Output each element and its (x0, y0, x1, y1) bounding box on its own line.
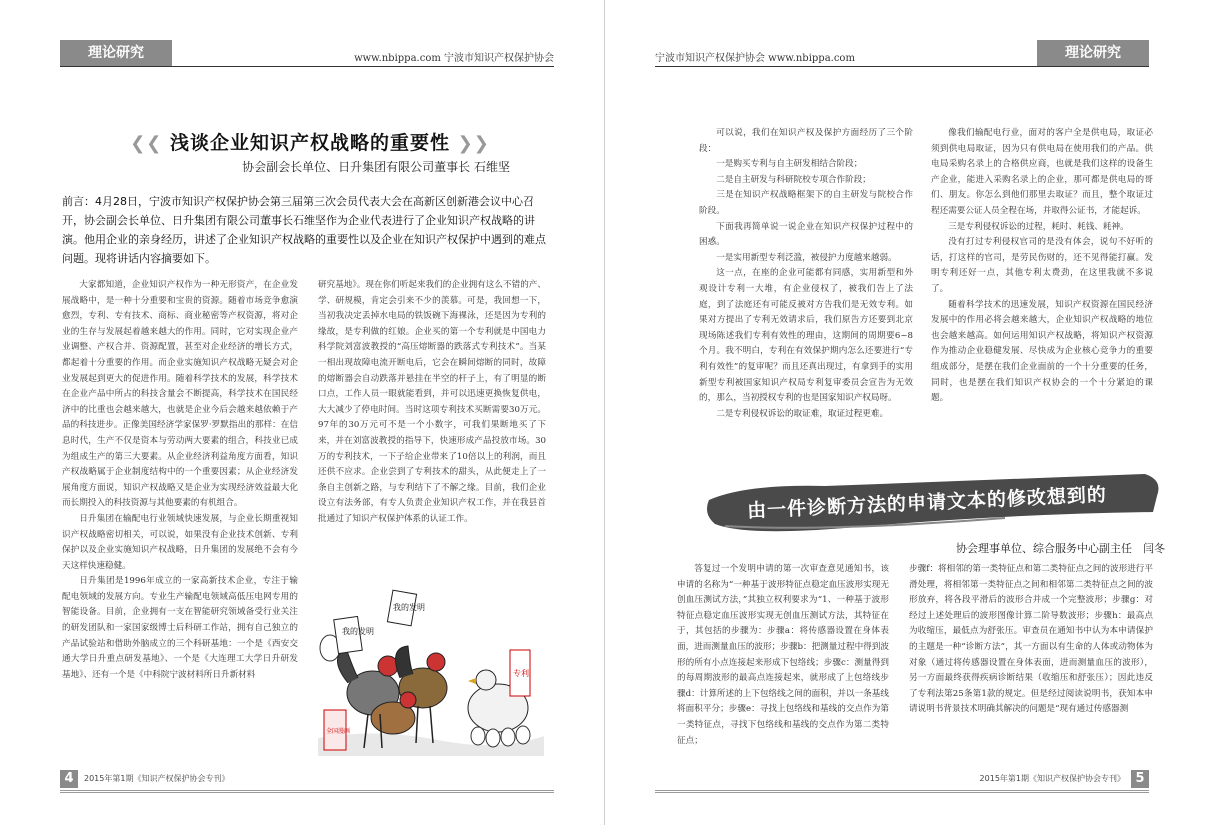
paragraph: 步骤f：将相邻的第一类特征点和第二类特征点之间的波形进行平滑处理，将相邻第一类特征点之间和相邻第二类特征点之间的波形放弃，将各段平滑后的波形合并成一个完整波形；步骤g：对经过上述处理后的波形图像计算二阶导数波形；步骤h：最高点为收缩压，最低点为舒张压。审查员在通知书中认为本申请保护的主题是一种“诊断方法”，其一方面以有生命的人体或动物体为对象（通过将传感器设置在身体表面，进而测量血压的波形），另一方面最终获得疾病诊断结果（收缩压和舒张压）；因此违反了专利法第25条第1款的规定。但是经过阅读说明书，获知本申请说明书背景技术明确其解决的问题是“现有通过传感器测 (909, 564, 1153, 715)
paragraph: 一是购买专利与自主研发相结合阶段； (716, 159, 863, 170)
article-intro: 前言：4月28日，宁波市知识产权保护协会第三届第三次会员代表大会在高新区创新港会议中心召开，协会副会长单位、日升集团有限公司董事长石维坚作为企业代表进行了企业知识产权战略的讲演。他用企业的亲身经历，讲述了企业知识产权战略的重要性以及企业在知识产权保护中遇到的难点问题。现将讲话内容摘要如下。 (62, 195, 546, 265)
right-footer (655, 770, 1149, 793)
right-column-1 (699, 126, 913, 451)
left-column-1 (62, 278, 298, 758)
left-header (60, 40, 554, 67)
paragraph: 下面我再简单说一说企业在知识产权保护过程中的困惑。 (699, 221, 913, 248)
article2-byline: 协会理事单位、综合服务中心副主任 闫冬 (956, 542, 1165, 555)
paragraph: 没有打过专利侵权官司的是没有体会，说句不好听的话，打这样的官司，是劳民伤财的，还不见得能打赢。发明专利还好一点，其他专利太费劲，在这里我就不多说了。 (931, 237, 1153, 294)
article-title-text: 浅谈企业知识产权战略的重要性 (169, 132, 450, 154)
section-label: 理论研究 (1037, 40, 1149, 66)
right-column-4 (909, 562, 1153, 762)
paragraph: 二是专利侵权诉讼的取证难，取证过程更难。 (716, 408, 889, 419)
paragraph: 日升集团是1996年成立的一家高新技术企业，专注于输配电领域的发展方向。专业生产输配电领域高低压电网专用的智能设备。目前，企业拥有一支在智能研究领域备受行业关注的研发团队和一家国家级博士后科研工作站，拥有自己独立的产品试验站和借助外脑成立的三个科研基地：一个是《西安交通大学日升重点研发基地》、一个是《大连理工大学日升研发基地》、还有一个是《中科院宁波材料所日升新材料 (62, 576, 298, 680)
paragraph: 研究基地》。现在你们听起来我们的企业拥有这么不错的产、学、研规模，肯定会引来不少的羡慕。可是，我回想一下，当初我决定丢掉水电局的铁饭碗下海裸泳，还是因为专利的缘故，是专利做的红娘。企业买的第一个专利就是中国电力科学院刘富波教授的“高压熔断器的跌落式专利技术”。当某一相出现故障电流开断电后，它会在瞬间熔断的同时，故障的熔断器会自动跌落并悬挂在半空的杆子上，有了明显的断口点，工作人员一眼就能看到，并可以迅速更换恢复供电，大大减少了停电时间。当时这项专利技术买断需要30万元。97年的30万元可不是一个小数字，可我们果断地买了下来，并在刘富波教授的指导下，快速形成产品投放市场。30万的专利技术，一下子给企业带来了10倍以上的利润，而且还供不应求。企业尝到了专利技术的甜头，从此便走上了一条自主创新之路，与专利结下了不解之缘。目前，我们企业设立有法务部，有专人负责企业知识产权工作，并在我县首批通过了知识产权保护体系的认证工作。 (318, 280, 546, 524)
cartoon-sign-3: 专利 (513, 669, 529, 678)
paragraph: 三是在知识产权战略框架下的自主研发与院校合作阶段。 (699, 190, 913, 216)
cartoon-illustration (318, 588, 544, 756)
page-number: 4 (60, 770, 78, 788)
site-url: www.nbippa.com 宁波市知识产权保护协会 (354, 53, 554, 64)
paragraph: 可以说，我们在知识产权及保护方面经历了三个阶段： (699, 128, 913, 154)
chevron-right-icon: ❯❯ (457, 133, 490, 154)
paragraph: 日升集团在输配电行业领域快速发展，与企业长期重视知识产权战略密切相关，可以说，如果没有企业技术创新、专利保护以及企业实施知识产权战略，日升集团的发展绝不会有今天这样快速稳健。 (62, 513, 298, 571)
right-column-2 (931, 126, 1153, 431)
chevron-left-icon: ❮❮ (130, 133, 163, 154)
site-url: 宁波市知识产权保护协会 www.nbippa.com (655, 53, 855, 64)
issue-label: 2015年第1期《知识产权保护协会专刊》 (84, 774, 230, 783)
paragraph: 随着科学技术的迅速发展，知识产权资源在国民经济发展中的作用必将会越来越大，企业知识产权战略的地位也会越来越高。如何运用知识产权战略，将知识产权资源作为推动企业稳健发展、尽快成为企业核心竞争力的重要组成部分，是摆在我们企业面前的一个十分重要的任务，同时，也是摆在我们知识产权协会的一个十分紧迫的课题。 (931, 299, 1153, 404)
paragraph: 这一点，在座的企业可能都有同感，实用新型和外观设计专利一大堆，有企业侵权了，被我们告上了法庭，到了法庭还有可能反被对方告我们是无效专利。如果对方提出了专利无效请求后，我们原告方还要到北京现场陈述我们专利有效性的理由，这期间的周期要6~8个月。我不明白，专利在有效保护期内怎么还要进行“专利有效性”的复审呢？而且还真出现过，有拿到手的实用新型专利被国家知识产权局专利复审委员会宣告为无效的，那么，当初授权专利的也是国家知识产权局呀。 (699, 268, 913, 404)
cartoon-sign-1: 我的发明 (342, 627, 374, 636)
page-number: 5 (1131, 770, 1149, 788)
article2-title: 由一件诊断方法的申请文本的修改想到的 (746, 483, 1108, 523)
roosters-cartoon-icon (318, 588, 544, 756)
right-page (604, 0, 1208, 825)
paragraph: 三是专利侵权诉讼的过程，耗时、耗钱、耗神。 (948, 221, 1129, 232)
section-label: 理论研究 (60, 40, 172, 66)
left-footer (60, 770, 554, 793)
paragraph: 一是实用新型专利泛滥，被侵护力度越来越弱。 (716, 252, 897, 263)
paragraph: 二是自主研发与科研院校专项合作阶段； (716, 174, 871, 185)
article-byline: 协会副会长单位、日升集团有限公司董事长 石维坚 (242, 160, 510, 174)
cartoon-sign-2: 我的发明 (393, 603, 425, 612)
right-column-3 (677, 562, 889, 762)
paragraph: 大家都知道，企业知识产权作为一种无形资产，在企业发展战略中，是一种十分重要和宝贵的资源。随着市场竞争愈演愈烈，专利、专有技术、商标、商业秘密等产权资源，将对企业的生存与发展起着越来越大的作用。同时，它对实现企业产业调整、产权合并、资源配置，甚至对企业经济的增长方式，都起着十分重要的作用。而企业实施知识产权战略无疑会对企业发展起到更大的促进作用。随着科学技术的发展，科学技术在企业产品中所占的科技含量会不断提高，科学技术在国民经济中的比重也会越来越大，也就是企业今后会越来越依赖于产品的科技进步。正像美国经济学家保罗·罗默指出的那样：在信息时代，生产不仅是资本与劳动两大要素的组合，科技业已成为组成生产的第三大要素。从企业经济利益角度方面看，知识产权战略属于企业制度结构中的一个重要因素；从企业经济发展角度方面说，知识产权战略又是企业为实现经济效益最大化而长期投入的科技资源与其他要素的有机组合。 (62, 280, 298, 509)
right-header (655, 40, 1149, 67)
paragraph: 答复过一个发明申请的第一次审查意见通知书，该申请的名称为“一种基于波形特征点稳定血压波形实现无创血压测试方法，”其独立权利要求为“1、一种基于波形特征点稳定血压波形实现无创血压测试方法，其特征在于，其包括的步骤为：步骤a：将传感器设置在身体表面，进而测量血压的波形；步骤b：把测量过程中得到波形的所有小点连接起来形成下包络线；步骤c：测量得到的每周期波形的最高点连接起来，就形成了上包络线步骤d：计算所述的上下包络线之间的面积，并以一条基线将面积平分；步骤e：寻找上包络线和基线的交点作为第一类特征点，寻找下包络线和基线的交点作为第二类特征点； (677, 564, 889, 746)
issue-label: 2015年第1期《知识产权保护协会专刊》 (979, 774, 1125, 783)
paragraph: 像我们输配电行业，面对的客户全是供电局，取证必须到供电局取证，因为只有供电局在使用我们的产品。供电局采购名录上的合格供应商，也就是我们这样的设备生产企业，能进入采购名录上的企业，那可都是供电局的哥们、朋友。你怎么到他们那里去取证？而且，整个取证过程还需要公证人员全程在场，并取得公证书，才能起诉。 (931, 128, 1153, 216)
article-title (120, 130, 500, 156)
left-column-2 (318, 278, 546, 578)
cartoon-stamp: 全国漫画 (326, 728, 351, 735)
